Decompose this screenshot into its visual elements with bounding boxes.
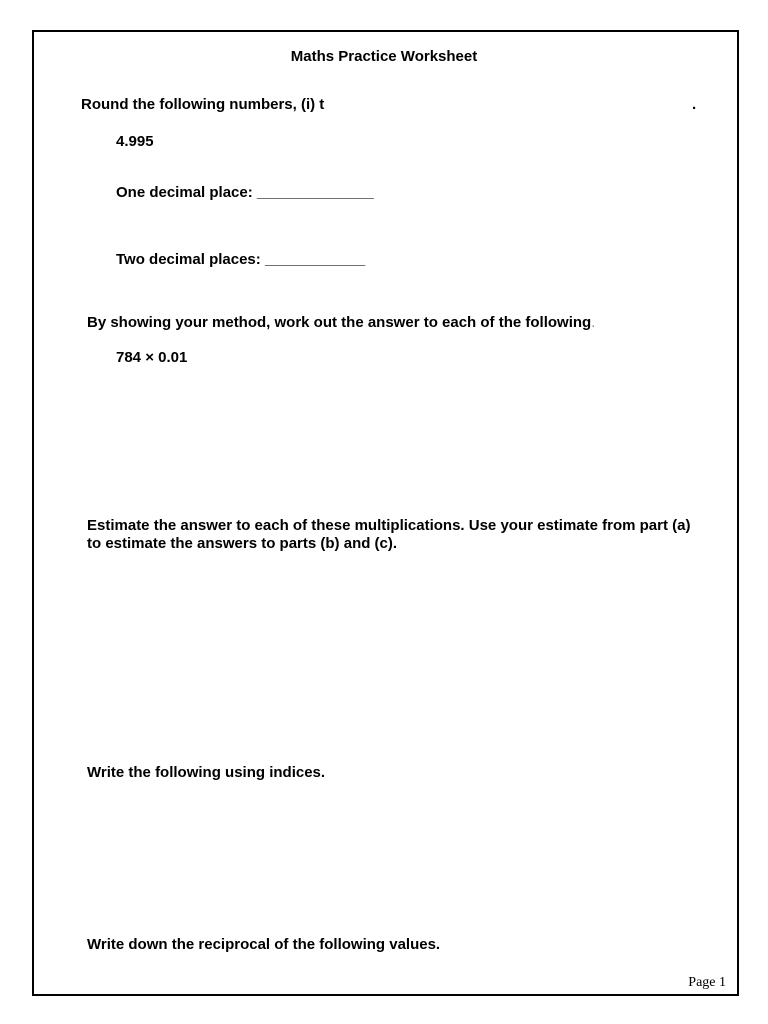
question-2-prompt-end: . <box>591 314 596 331</box>
question-2-expression: 784 × 0.01 <box>116 349 188 366</box>
question-1-two-decimal-line: Two decimal places: ____________ <box>116 251 366 268</box>
question-1-trailing-dot: . <box>692 96 697 113</box>
question-1-one-decimal-line: One decimal place: ______________ <box>116 184 374 201</box>
question-3-prompt-line-2: to estimate the answers to parts (b) and (c). <box>87 535 398 552</box>
question-2-prompt-text: By showing your method, work out the answer to each of the following <box>87 314 592 331</box>
worksheet-title: Maths Practice Worksheet <box>290 48 478 65</box>
question-3-prompt-line-1: Estimate the answer to each of these multiplications. Use your estimate from part (a) <box>87 517 691 534</box>
question-1-number: 4.995 <box>116 133 154 150</box>
question-5-prompt: Write down the reciprocal of the following values. <box>87 936 441 953</box>
question-4-prompt: Write the following using indices. <box>87 764 326 781</box>
question-1-prompt: Round the following numbers, (i) t <box>81 96 325 113</box>
worksheet-border <box>32 30 739 996</box>
page-number: Page 1 <box>688 975 726 990</box>
question-2-prompt <box>87 314 595 332</box>
